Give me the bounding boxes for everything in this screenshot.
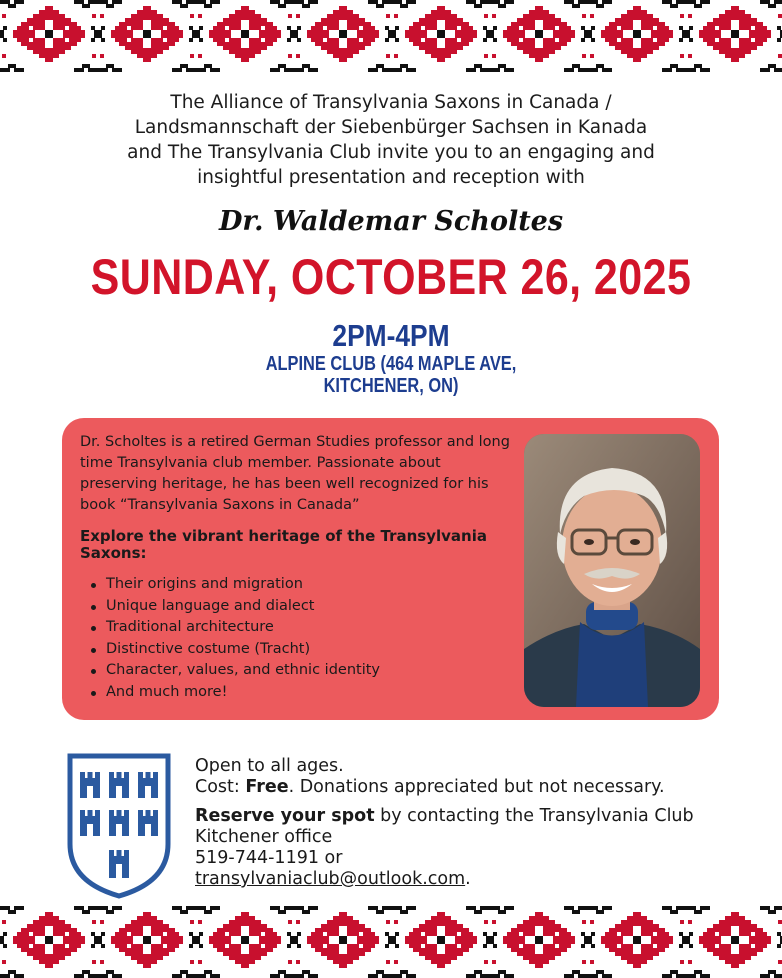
- reserve-heading: Reserve your spot: [195, 806, 375, 826]
- cost-note: . Donations appreciated but not necessary.: [288, 777, 665, 797]
- coat-of-arms-crest: [66, 752, 172, 900]
- details-panel: [62, 418, 719, 720]
- intro-line: insightful presentation and reception with: [197, 167, 585, 188]
- venue-line: ALPINE CLUB (464 MAPLE AVE,: [265, 353, 517, 375]
- speaker-bio: Dr. Scholtes is a retired German Studies professor and long time Transylvania club member. Passionate about preserving heritage, he has been well recognized for his book “Transylvania Saxons in Canada”: [80, 434, 510, 513]
- intro-line: The Alliance of Transylvania Saxons in Canada /: [170, 92, 612, 113]
- topic-list: [80, 574, 510, 703]
- intro-line: and The Transylvania Club invite you to an engaging and: [127, 142, 655, 163]
- speaker-photo: [524, 434, 700, 707]
- intro-text: [0, 90, 782, 190]
- shield-icon: [66, 752, 172, 900]
- list-item: Distinctive costume (Tracht): [88, 639, 510, 661]
- embroidery-pattern-icon: [0, 906, 782, 978]
- list-item: Character, values, and ethnic identity: [88, 660, 510, 682]
- list-item: And much more!: [88, 682, 510, 704]
- panel-text: [80, 432, 510, 703]
- email-link[interactable]: transylvaniaclub@outlook.com: [195, 869, 466, 889]
- email-line: [195, 869, 755, 890]
- phone-number: 519-744-1191 or: [195, 848, 343, 868]
- list-item: Traditional architecture: [88, 617, 510, 639]
- list-item: Unique language and dialect: [88, 596, 510, 618]
- cost-line: [195, 777, 755, 798]
- venue-line: KITCHENER, ON): [323, 375, 459, 397]
- event-time: 2PM-4PM: [332, 318, 450, 353]
- reserve-text: by contacting the Transylvania Club Kitchener office: [195, 806, 694, 847]
- portrait-icon: [524, 434, 700, 707]
- reserve-line: [195, 806, 755, 848]
- email-suffix: .: [465, 869, 471, 889]
- speaker-name: Dr. Waldemar Scholtes: [218, 206, 564, 237]
- explore-heading: Explore the vibrant heritage of the Transylvania Saxons:: [80, 527, 487, 562]
- event-date: SUNDAY, OCTOBER 26, 2025: [90, 249, 692, 305]
- top-embroidery-border: [0, 0, 782, 76]
- cost-label: Cost:: [195, 777, 246, 797]
- event-info: [195, 756, 755, 890]
- cost-value: Free: [245, 777, 289, 797]
- intro-line: Landsmannschaft der Siebenbürger Sachsen in Kanada: [134, 117, 648, 138]
- embroidery-pattern-icon: [0, 0, 782, 76]
- list-item: Their origins and migration: [88, 574, 510, 596]
- bottom-embroidery-border: [0, 906, 782, 978]
- event-venue: [70, 353, 711, 397]
- open-to-all: Open to all ages.: [195, 756, 344, 776]
